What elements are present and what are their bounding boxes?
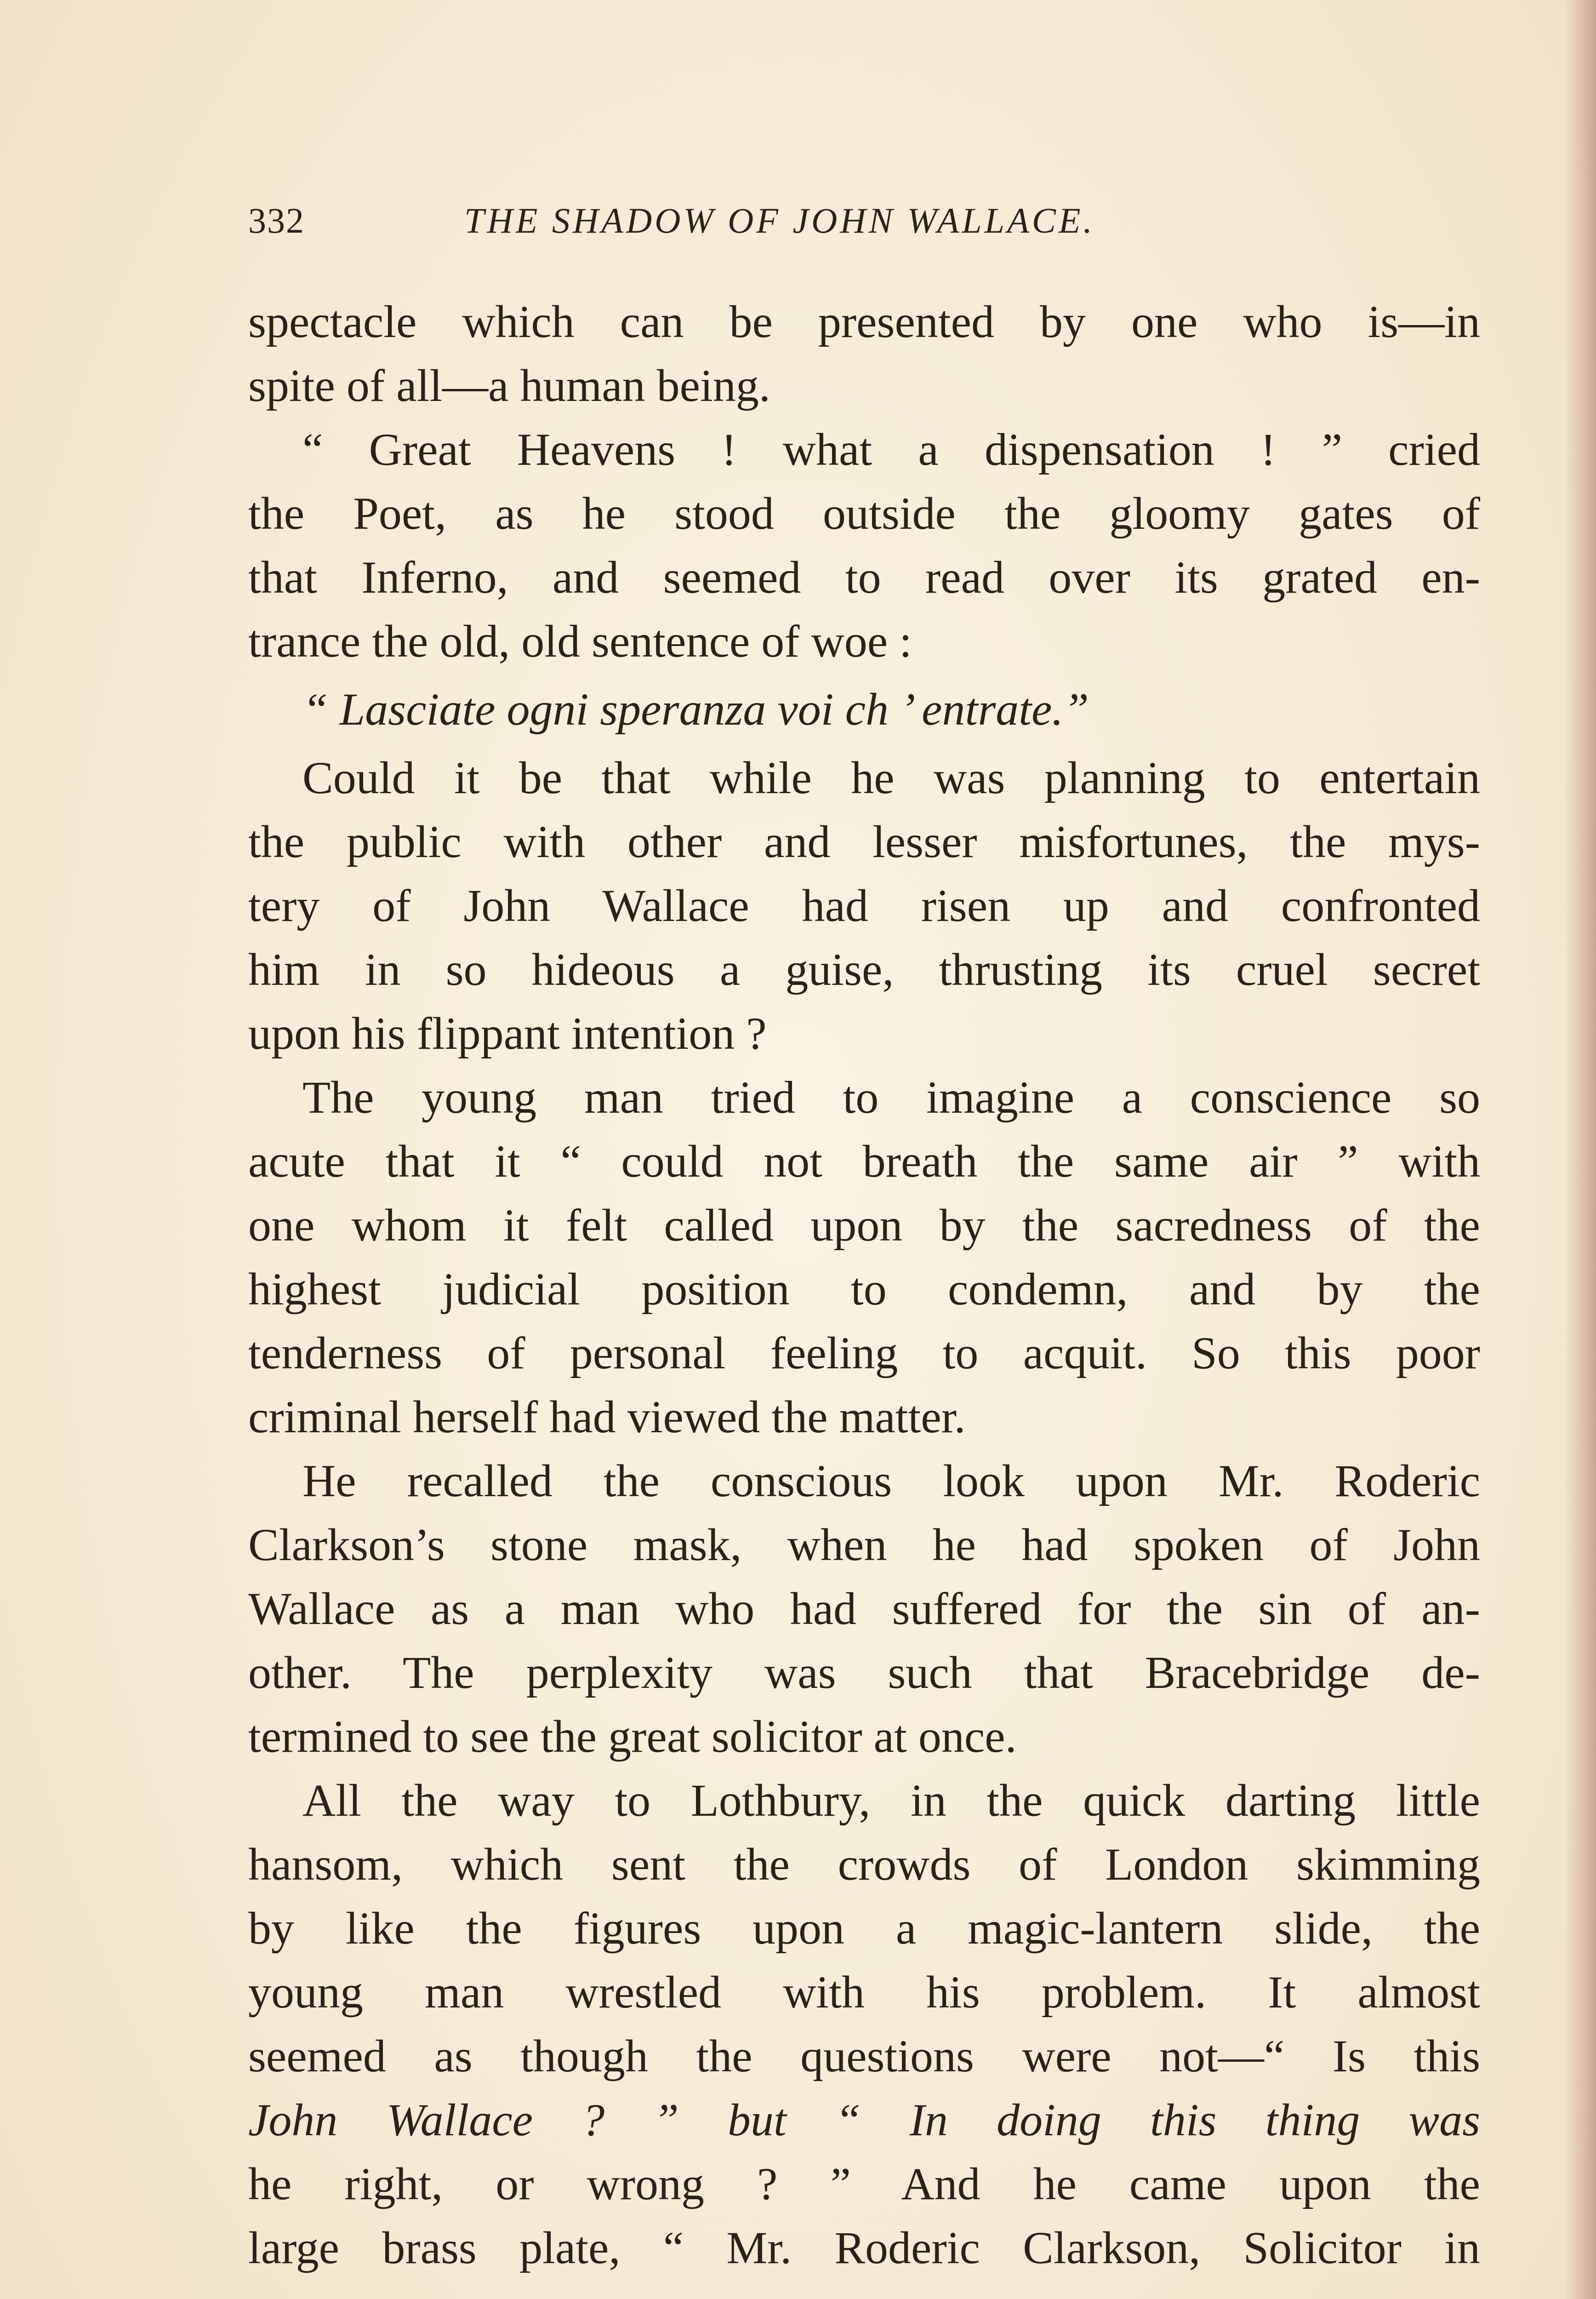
text-line: him in so hideous a guise, thrusting its cruel secret — [248, 944, 1480, 995]
text-line: All the way to Lothbury, in the quick darting little — [302, 1775, 1480, 1826]
page-number: 332 — [248, 200, 305, 240]
text-line: He recalled the conscious look upon Mr. Roderic — [302, 1455, 1480, 1506]
text-line: Clarkson’s stone mask, when he had spoken of John — [248, 1519, 1480, 1570]
text-line: trance the old, old sentence of woe : — [248, 616, 912, 667]
text-line: Wallace as a man who had suffered for the sin of an- — [248, 1583, 1480, 1634]
text-line: The young man tried to imagine a conscience so — [302, 1072, 1480, 1123]
text-line: John Wallace ? ” but “ In doing this thing was — [248, 2094, 1480, 2145]
text-line: by like the figures upon a magic-lantern slide, the — [248, 1903, 1480, 1954]
text-line: “ Lasciate ogni speranza voi ch ’ entrate.” — [302, 684, 1089, 735]
text-line: the public with other and lesser misfortunes, the mys- — [248, 816, 1480, 867]
text-line: one whom it felt called upon by the sacredness of the — [248, 1200, 1480, 1251]
text-line: young man wrestled with his problem. It almost — [248, 1967, 1480, 2018]
text-line: tery of John Wallace had risen up and confronted — [248, 880, 1480, 931]
text-line: highest judicial position to condemn, and by the — [248, 1264, 1480, 1315]
text-line: that Inferno, and seemed to read over its grated en- — [248, 552, 1480, 603]
text-line: he right, or wrong ? ” And he came upon the — [248, 2158, 1480, 2209]
text-line: Could it be that while he was planning to entertain — [302, 752, 1480, 803]
text-line: termined to see the great solicitor at once. — [248, 1711, 1017, 1762]
page-edge-shadow — [1564, 0, 1596, 2299]
text-line: hansom, which sent the crowds of London skimming — [248, 1839, 1480, 1890]
text-line: the Poet, as he stood outside the gloomy gates of — [248, 488, 1480, 539]
page-header — [248, 193, 1480, 248]
text-line: criminal herself had viewed the matter. — [248, 1391, 966, 1442]
text-line: tenderness of personal feeling to acquit. So this poor — [248, 1327, 1480, 1378]
text-line: seemed as though the questions were not—“ Is this — [248, 2030, 1480, 2082]
text-line: acute that it “ could not breath the same air ” with — [248, 1136, 1480, 1187]
text-line: “ Great Heavens ! what a dispensation ! ” cried — [302, 424, 1480, 475]
text-line: large brass plate, “ Mr. Roderic Clarkson, Solicitor in — [248, 2222, 1480, 2273]
text-line: upon his flippant intention ? — [248, 1008, 767, 1059]
body-text — [248, 290, 1480, 2280]
text-line: spite of all—a human being. — [248, 360, 770, 411]
text-line: other. The perplexity was such that Bracebridge de- — [248, 1647, 1480, 1698]
running-title: THE SHADOW OF JOHN WALLACE. — [464, 200, 1095, 240]
text-line: spectacle which can be presented by one who is—in — [248, 296, 1480, 347]
